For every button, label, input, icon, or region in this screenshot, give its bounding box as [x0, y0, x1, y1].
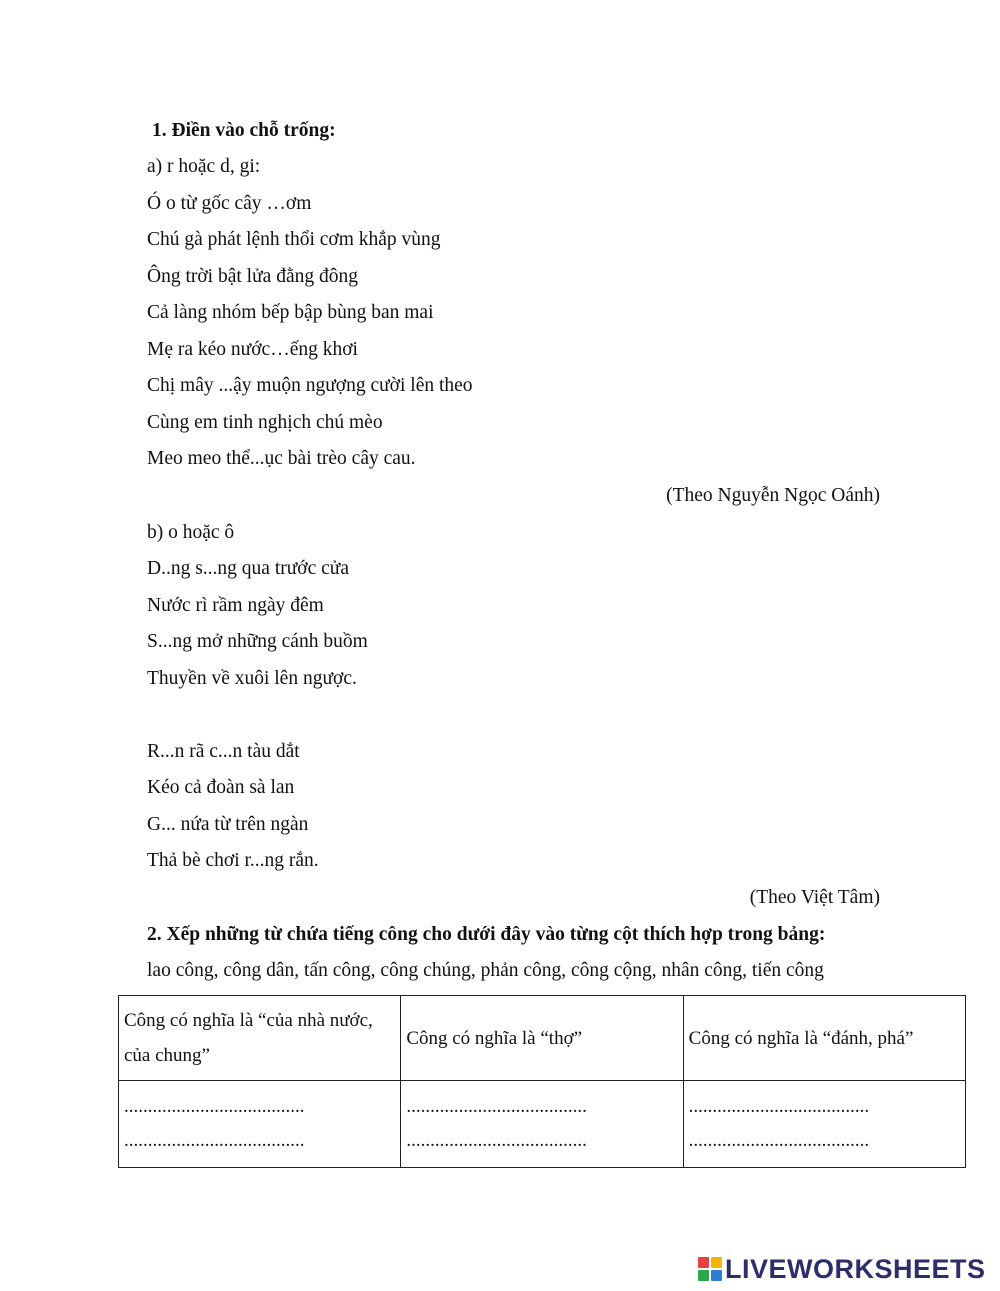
poem-a-source: (Theo Nguyễn Ngọc Oánh) — [666, 485, 880, 506]
exercise-1-title: 1. Điền vào chỗ trống: — [152, 120, 336, 141]
logo-block — [711, 1257, 722, 1268]
logo-block — [711, 1270, 722, 1281]
poem-a-line: Chị mây ...ậy muộn ngượng cười lên theo — [147, 375, 473, 396]
header-cell-common: Công có nghĩa là “của nhà nước, của chung” — [119, 996, 401, 1081]
poem-b-line: R...n rã c...n tàu dắt — [147, 741, 300, 762]
poem-b-line: Thuyền về xuôi lên ngược. — [147, 668, 357, 689]
poem-a-line: Ó o từ gốc cây …ơm — [147, 193, 312, 214]
poem-b-line: S...ng mở những cánh buồm — [147, 631, 368, 652]
poem-a-line: Cùng em tinh nghịch chú mèo — [147, 412, 383, 433]
exercise-2-number: 2 — [147, 924, 157, 945]
answer-blank[interactable]: ...................................... — [406, 1130, 587, 1151]
answer-blank[interactable]: ...................................... — [124, 1096, 305, 1117]
answer-cell-attack[interactable] — [683, 1081, 965, 1168]
table-answer-row — [119, 1081, 966, 1168]
poem-a-line: Ông trời bật lửa đằng đông — [147, 266, 358, 287]
poem-b-source: (Theo Việt Tâm) — [749, 887, 880, 908]
exercise-2-title — [147, 923, 825, 947]
header-cell-worker: Công có nghĩa là “thợ” — [401, 996, 683, 1081]
poem-a-line: Meo meo thể...ục bài trèo cây cau. — [147, 448, 416, 469]
poem-b-line: Kéo cả đoàn sà lan — [147, 777, 295, 798]
poem-b-line: Nước rì rầm ngày đêm — [147, 595, 324, 616]
part-a-label: a) r hoặc d, gi: — [147, 156, 261, 177]
exercise-2-word-list: lao công, công dân, tấn công, công chúng, phản công, công cộng, nhân công, tiến công — [147, 960, 824, 981]
poem-b-line: G... nứa từ trên ngàn — [147, 814, 309, 835]
classification-table — [118, 995, 966, 1168]
logo-wordmark: LIVEWORKSHEETS — [725, 1253, 986, 1284]
table-header-row — [119, 996, 966, 1081]
part-b-label: b) o hoặc ô — [147, 522, 235, 543]
logo-block — [698, 1257, 709, 1268]
logo-block — [698, 1270, 709, 1281]
answer-cell-worker[interactable] — [401, 1081, 683, 1168]
logo-blocks-icon — [698, 1257, 722, 1281]
answer-blank[interactable]: ...................................... — [688, 1096, 870, 1117]
poem-a-line: Mẹ ra kéo nước…ếng khơi — [147, 339, 358, 360]
answer-blank[interactable]: ...................................... — [124, 1130, 305, 1151]
poem-a-line: Chú gà phát lệnh thổi cơm khắp vùng — [147, 229, 441, 250]
answer-blank[interactable]: ...................................... — [406, 1096, 587, 1117]
header-cell-attack: Công có nghĩa là “đánh, phá” — [683, 996, 965, 1081]
poem-a-line: Cả làng nhóm bếp bập bùng ban mai — [147, 302, 434, 323]
answer-blank[interactable]: ...................................... — [688, 1130, 870, 1151]
liveworksheets-logo — [698, 1254, 986, 1284]
poem-b-line: D..ng s...ng qua trước cửa — [147, 558, 350, 579]
poem-b-line: Thả bè chơi r...ng rắn. — [147, 850, 319, 871]
answer-cell-common[interactable] — [119, 1081, 401, 1168]
exercise-2-title-text: . Xếp những từ chứa tiếng công cho dưới đây vào từng cột thích hợp trong bảng: — [156, 924, 826, 945]
